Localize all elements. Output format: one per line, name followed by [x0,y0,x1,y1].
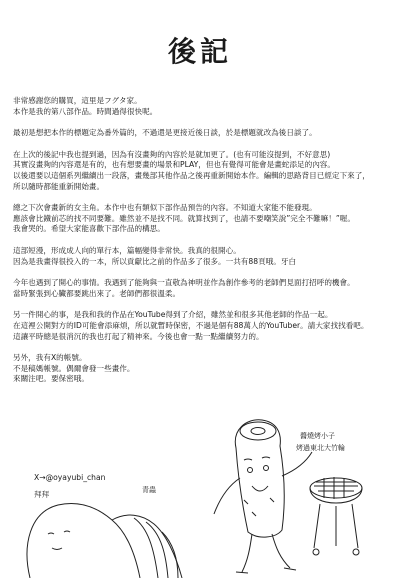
text-line: 因為是我畫得很投入的一本，所以貢獻比之前的作品多了很多。一共有88頁哦。牙白 [13,256,297,266]
text-line: 以後還要以這個系列繼續出一段落，畫幾部其他作品之後再重新開始本作。編輯的思路背目已經定下來了， [13,170,370,180]
text-line: 本作是我的第八部作品。時間過得很快呢。 [13,106,158,116]
text-line: 在上次的後記中我也提到過，因為有沒畫夠的內容於是就加更了。(也有可能沒提到，不好意思) [13,149,331,159]
chikuwa-character-sketch [214,420,312,573]
text-line: 所以隨時都能重新開始畫。 [13,181,105,191]
text-line: 在這裡公開對方的ID可能會添麻煩，所以就暫時保密，不過是個有88萬人的YouTuber。請大家找找看吧。 [13,320,369,330]
text-line: 這部短漫，形成成人向的單行本，篇幅變得非常快。我真的很開心。 [13,245,241,255]
caterpillar-caption: 青蟲 [142,486,156,494]
text-line: 總之下次會畫新的女主角。本作中也有類似下部作品預告的內容。不知道大家能不能發現。 [13,203,317,213]
grill-sketch [310,477,362,555]
text-line: 來關注吧。要保密哦。 [13,374,89,384]
text-line: 不是稿媽帳號。偶爾會發一些畫作。 [13,363,135,373]
text-line: 最初是想把本作的標題定為番外篇的，不過還是更接近後日談，於是標題就改為後日談了。 [13,128,317,138]
text-line: 今年也遇到了開心的事情。我遇到了能夠與一直敬為神明並作為創作參考的老師們見面打招呼的機會。 [13,278,355,288]
text-line: 另外，我有X的帳號。 [13,353,87,363]
text-line: 非常感謝您的購買，這里是フグタ家。 [13,96,142,105]
page-title: 後記 [167,35,232,68]
grill-caption-line1: 醬燒烤小子 [300,432,335,440]
text-line: 另一件開心的事，是我和我的作品在YouTube得到了介紹，雖然並和很多其他老師的作品一起。 [13,310,333,320]
twitter-handle: X→@oyayubi_chan [34,473,106,482]
text-line: 我會哭的。希望大家能喜歡下部作品的構思。 [13,224,165,234]
caterpillar-sketch [27,503,182,578]
text-line: 應該會比鐵前芯的找不同要難。雖然並不是找不同。就算找到了，也請不要嘲笑說”完全不難嘛！”喔。 [13,213,355,223]
text-line: 當時緊張到心臟都要跳出來了。老師們都很溫柔。 [13,288,181,298]
text-line: 其實沒畫夠的內容還是有的，也有想要畫的場景和PLAY，但也有覺得可能會是畫蛇添足的內容。 [13,160,335,170]
signoff-text: 拜拜 [34,490,50,499]
text-line: 這讓平時總是很消沉的我也打起了精神來。今後也會一點一點繼續努力的。 [13,331,264,341]
grill-caption-line2: 烤過東北大竹輪 [296,444,345,452]
